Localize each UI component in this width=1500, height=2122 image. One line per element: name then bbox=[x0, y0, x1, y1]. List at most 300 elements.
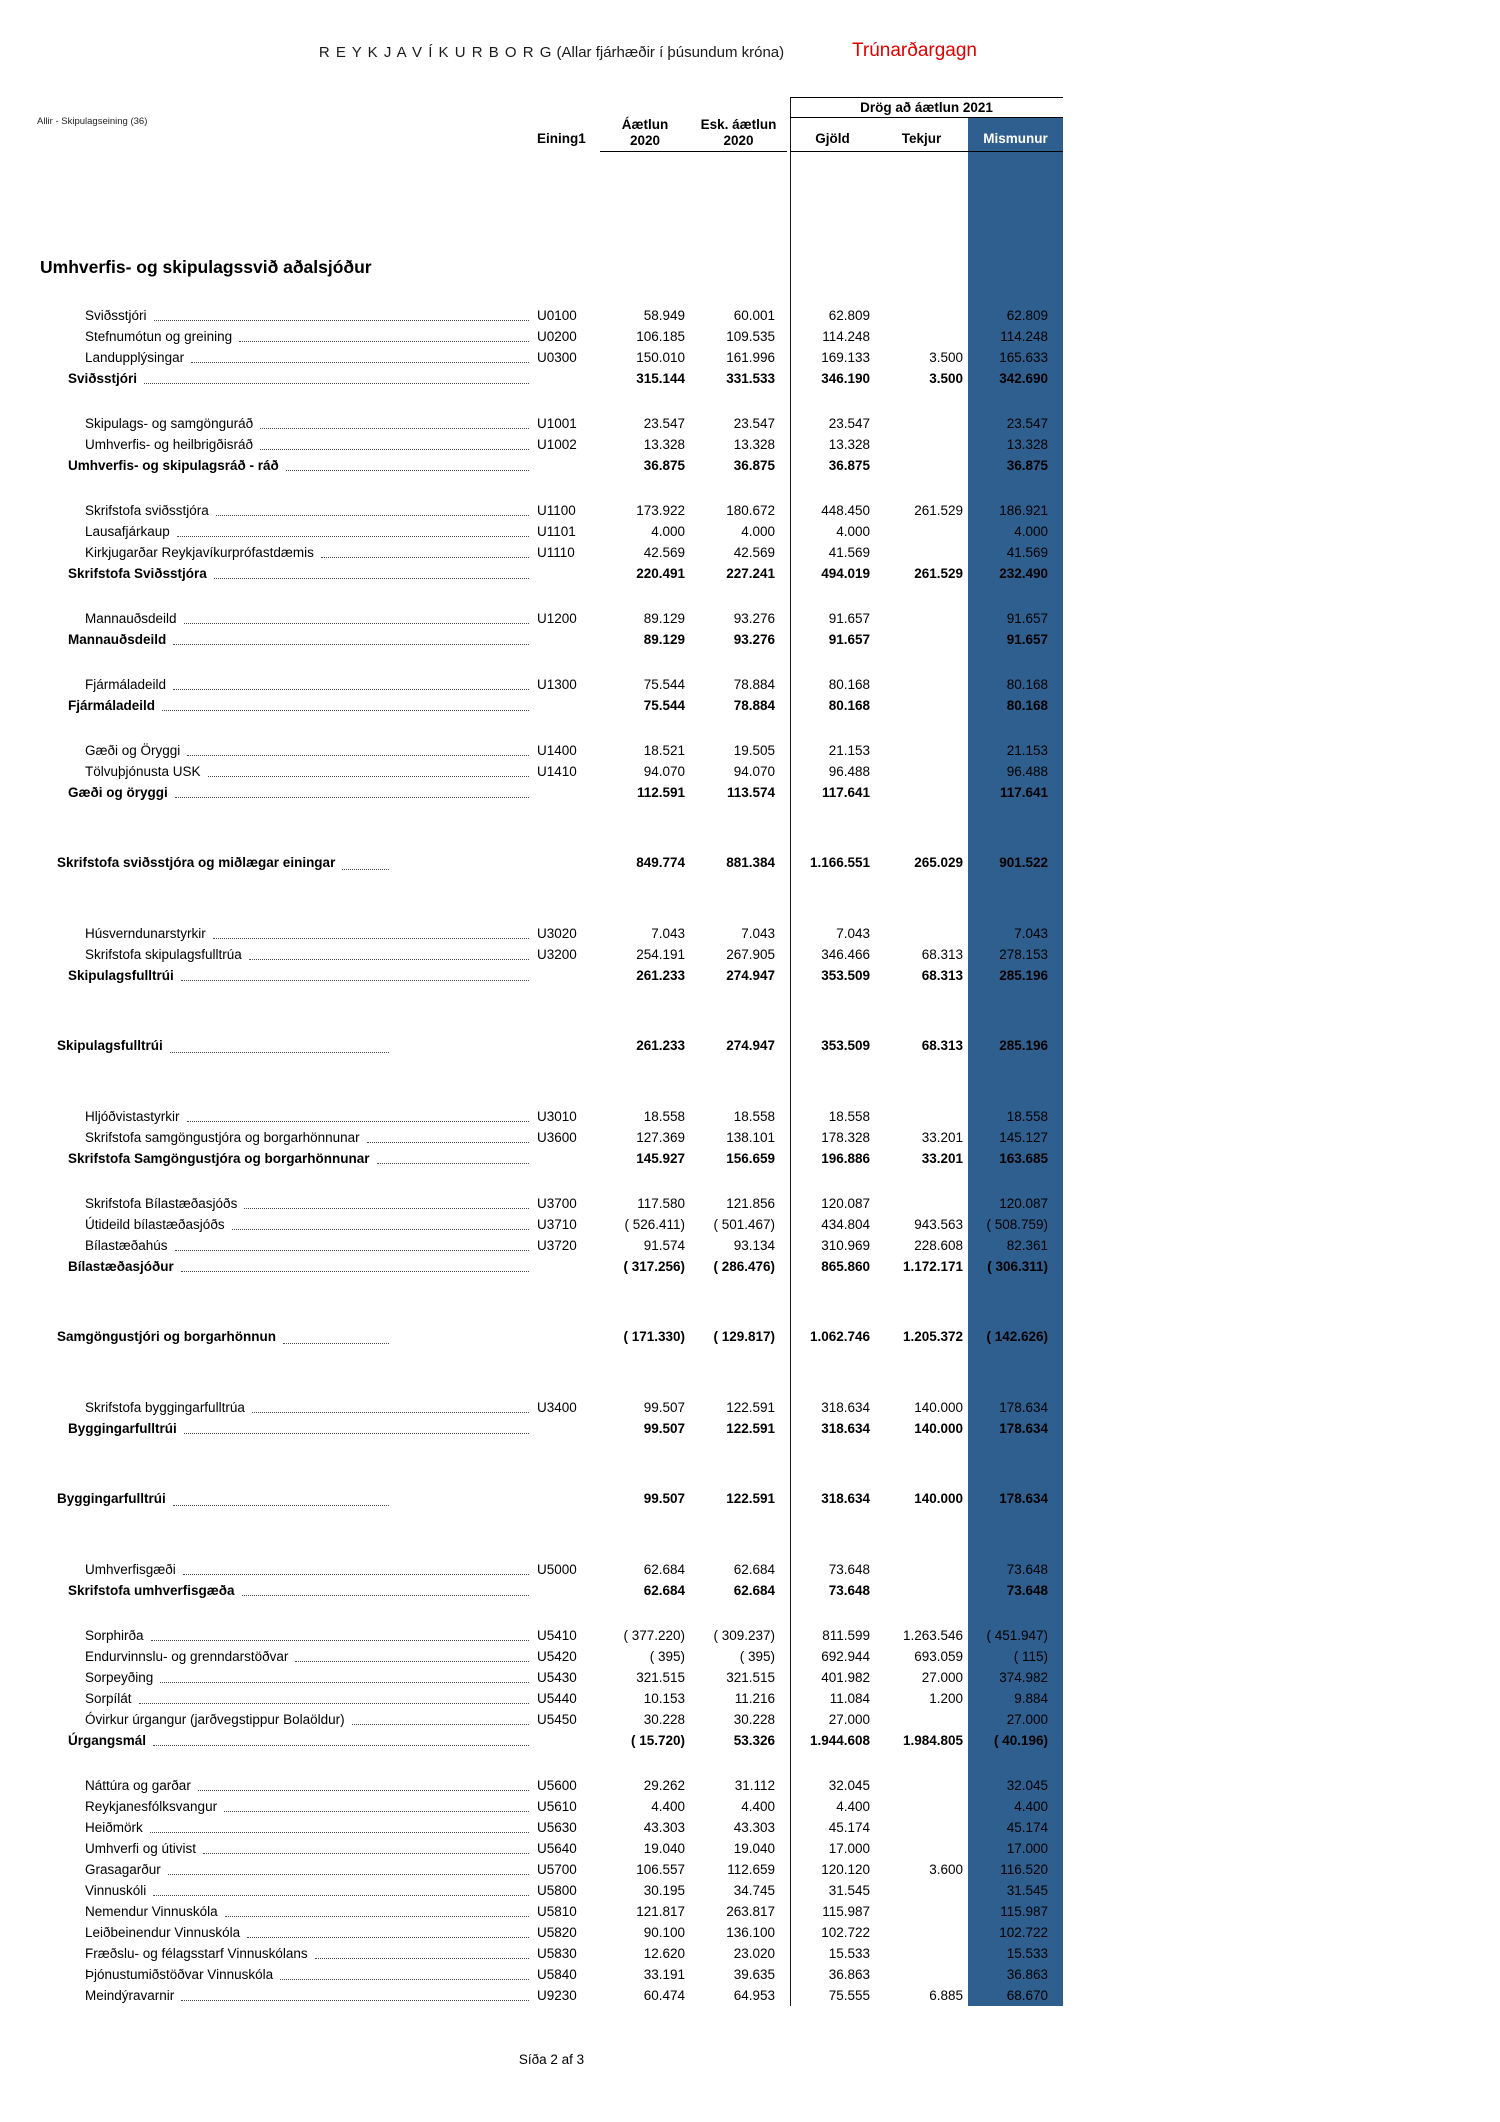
row-code: U3010 bbox=[537, 1109, 577, 1124]
row-code: U5630 bbox=[537, 1820, 577, 1835]
confidential-label: Trúnarðargagn bbox=[852, 40, 977, 61]
table-row bbox=[40, 1214, 1063, 1235]
dotted-leader bbox=[216, 515, 529, 516]
dotted-leader bbox=[198, 1790, 529, 1791]
cell-mismunur: 114.248 bbox=[1000, 329, 1048, 344]
cell-gjold: 7.043 bbox=[836, 926, 870, 941]
row-label-text: Umhverfis- og skipulagsráð - ráð bbox=[68, 458, 279, 473]
cell-tekjur: 1.172.171 bbox=[902, 1259, 963, 1274]
cell-aaetlun: 60.474 bbox=[643, 1988, 685, 2003]
row-label-text: Skrifstofa skipulagsfulltrúa bbox=[85, 947, 242, 962]
row-label bbox=[40, 1106, 535, 1127]
cell-gjold: 115.987 bbox=[822, 1904, 870, 1919]
row-label-text: Sorpeyðing bbox=[85, 1670, 154, 1685]
row-code bbox=[535, 1256, 600, 1277]
cell-esk: 23.020 bbox=[733, 1946, 775, 1961]
row-code: U5610 bbox=[537, 1799, 577, 1814]
cell-tekjur bbox=[875, 1922, 968, 1943]
row-code: U5430 bbox=[537, 1670, 577, 1685]
cell-mismunur: ( 508.759) bbox=[986, 1217, 1048, 1232]
cell-esk: 62.684 bbox=[733, 1562, 775, 1577]
row-label-text: Umhverfi og útivist bbox=[85, 1841, 197, 1856]
cell-aaetlun: 4.400 bbox=[651, 1799, 685, 1814]
dotted-leader bbox=[247, 1937, 529, 1938]
cell-esk: 122.591 bbox=[726, 1400, 775, 1415]
row-code: U1100 bbox=[537, 503, 576, 518]
cell-tekjur bbox=[875, 782, 968, 803]
cell-aaetlun: 220.491 bbox=[636, 566, 685, 581]
cell-esk: ( 286.476) bbox=[713, 1259, 775, 1274]
cell-tekjur: 33.201 bbox=[921, 1151, 963, 1166]
cell-mismunur: ( 142.626) bbox=[986, 1329, 1048, 1344]
dotted-leader bbox=[181, 2000, 529, 2001]
row-code: U5820 bbox=[537, 1925, 577, 1940]
table-row bbox=[40, 1817, 1063, 1838]
cell-tekjur: 1.984.805 bbox=[902, 1733, 963, 1748]
table-row bbox=[40, 1646, 1063, 1667]
row-label-text: Skipulagsfulltrúi bbox=[68, 968, 174, 983]
cell-mismunur: 91.657 bbox=[1006, 611, 1048, 626]
cell-esk: 60.001 bbox=[733, 308, 775, 323]
row-code: U1200 bbox=[537, 611, 577, 626]
dotted-leader bbox=[286, 470, 529, 471]
row-label bbox=[40, 1688, 535, 1709]
table-row bbox=[40, 1922, 1063, 1943]
cell-mismunur: 80.168 bbox=[1006, 677, 1048, 692]
budget-table bbox=[40, 95, 1063, 2006]
row-label bbox=[40, 782, 535, 803]
cell-tekjur: 6.885 bbox=[929, 1988, 963, 2003]
row-gap bbox=[40, 1601, 1063, 1625]
row-label bbox=[40, 1859, 535, 1880]
cell-mismunur: 7.043 bbox=[1014, 926, 1048, 941]
cell-gjold: 310.969 bbox=[821, 1238, 870, 1253]
cell-mismunur: 342.690 bbox=[999, 371, 1048, 386]
row-label-text: Endurvinnslu- og grenndarstöðvar bbox=[85, 1649, 289, 1664]
row-label-text: Útideild bílastæðasjóðs bbox=[85, 1217, 225, 1232]
row-code bbox=[535, 1148, 600, 1169]
cell-gjold: 13.328 bbox=[828, 437, 870, 452]
cell-aaetlun: 261.233 bbox=[636, 968, 685, 983]
row-label bbox=[40, 1148, 535, 1169]
row-code: U1002 bbox=[537, 437, 577, 452]
dotted-leader bbox=[173, 644, 529, 645]
cell-aaetlun: 30.228 bbox=[643, 1712, 685, 1727]
cell-esk: 64.953 bbox=[733, 1988, 775, 2003]
cell-aaetlun: 58.949 bbox=[643, 308, 685, 323]
cell-aaetlun: 62.684 bbox=[643, 1562, 685, 1577]
cell-esk: 31.112 bbox=[734, 1778, 775, 1793]
cell-mismunur: ( 40.196) bbox=[993, 1733, 1048, 1748]
cell-tekjur: 261.529 bbox=[914, 503, 963, 518]
cell-esk: 53.326 bbox=[733, 1733, 775, 1748]
cell-mismunur: 41.569 bbox=[1006, 545, 1048, 560]
cell-mismunur: 36.863 bbox=[1006, 1967, 1048, 1982]
table-row bbox=[40, 1985, 1063, 2006]
cell-tekjur: 27.000 bbox=[921, 1670, 963, 1685]
row-label-text: Byggingarfulltrúi bbox=[57, 1491, 166, 1506]
row-label-text: Sviðsstjóri bbox=[85, 308, 147, 323]
row-label-text: Heiðmörk bbox=[85, 1820, 143, 1835]
row-label bbox=[40, 1325, 535, 1349]
row-code bbox=[535, 629, 600, 650]
cell-tekjur bbox=[875, 674, 968, 695]
row-label bbox=[40, 1646, 535, 1667]
dotted-leader bbox=[187, 755, 529, 756]
table-row bbox=[40, 1730, 1063, 1751]
row-code: U0100 bbox=[537, 308, 577, 323]
cell-esk: 18.558 bbox=[733, 1109, 775, 1124]
row-code: U1300 bbox=[537, 677, 577, 692]
cell-mismunur: 163.685 bbox=[999, 1151, 1048, 1166]
row-label bbox=[40, 1817, 535, 1838]
cell-mismunur: 901.522 bbox=[999, 855, 1048, 870]
row-code: U5000 bbox=[537, 1562, 577, 1577]
cell-gjold: 36.863 bbox=[828, 1967, 870, 1982]
table-row bbox=[40, 608, 1063, 629]
cell-esk: ( 395) bbox=[739, 1649, 775, 1664]
row-label bbox=[40, 434, 535, 455]
cell-esk: 274.947 bbox=[726, 968, 775, 983]
table-row bbox=[40, 695, 1063, 716]
cell-mismunur: 115.987 bbox=[1000, 1904, 1048, 1919]
cell-esk: 156.659 bbox=[726, 1151, 775, 1166]
table-row bbox=[40, 1688, 1063, 1709]
table-rows bbox=[40, 95, 1063, 2006]
cell-tekjur: 1.205.372 bbox=[902, 1329, 963, 1344]
cell-mismunur: 116.520 bbox=[1000, 1862, 1048, 1877]
table-row bbox=[40, 1859, 1063, 1880]
row-label-text: Mannauðsdeild bbox=[68, 632, 167, 647]
row-label-text: Meindýravarnir bbox=[85, 1988, 175, 2003]
row-label-text: Hljóðvistastyrkir bbox=[85, 1109, 180, 1124]
row-label bbox=[40, 965, 535, 986]
table-row bbox=[40, 1487, 1063, 1511]
row-code bbox=[535, 1580, 600, 1601]
currency-note: (Allar fjárhæðir í þúsundum króna) bbox=[556, 44, 785, 61]
header-tekjur: Tekjur bbox=[901, 131, 942, 146]
cell-aaetlun: 106.185 bbox=[636, 329, 685, 344]
cell-aaetlun: ( 526.411) bbox=[624, 1217, 685, 1232]
row-label-text: Skrifstofa Bílastæðasjóðs bbox=[85, 1196, 238, 1211]
header-drog-2021: Drög að áætlun 2021 bbox=[790, 97, 1063, 118]
cell-mismunur: ( 306.311) bbox=[987, 1259, 1048, 1274]
cell-mismunur: 36.875 bbox=[1006, 458, 1048, 473]
cell-tekjur: 140.000 bbox=[914, 1421, 963, 1436]
table-row bbox=[40, 1127, 1063, 1148]
cell-tekjur: 265.029 bbox=[914, 855, 963, 870]
row-label-text: Reykjanesfólksvangur bbox=[85, 1799, 218, 1814]
cell-gjold: 73.648 bbox=[828, 1562, 870, 1577]
cell-mismunur: 178.634 bbox=[999, 1491, 1048, 1506]
cell-mismunur: 21.153 bbox=[1006, 743, 1048, 758]
row-label-text: Kirkjugarðar Reykjavíkurprófastdæmis bbox=[85, 545, 314, 560]
cell-tekjur: 693.059 bbox=[914, 1649, 963, 1664]
row-label bbox=[40, 1214, 535, 1235]
table-row bbox=[40, 368, 1063, 389]
cell-esk: ( 129.817) bbox=[713, 1329, 775, 1344]
row-label bbox=[40, 851, 535, 875]
row-label-text: Samgöngustjóri og borgarhönnun bbox=[57, 1329, 276, 1344]
cell-gjold: 31.545 bbox=[828, 1883, 870, 1898]
cell-tekjur bbox=[875, 761, 968, 782]
row-label-text: Nemendur Vinnuskóla bbox=[85, 1904, 218, 1919]
cell-gjold: 80.168 bbox=[828, 677, 870, 692]
page-number: Síða 2 af 3 bbox=[518, 2052, 585, 2067]
cell-gjold: 448.450 bbox=[821, 503, 870, 518]
cell-gjold: 15.533 bbox=[828, 1946, 870, 1961]
row-label bbox=[40, 413, 535, 434]
row-code: U5810 bbox=[537, 1904, 577, 1919]
row-code: U0300 bbox=[537, 350, 577, 365]
dotted-leader bbox=[224, 1811, 529, 1812]
cell-gjold: 434.804 bbox=[821, 1217, 870, 1232]
row-gap bbox=[40, 476, 1063, 500]
table-row bbox=[40, 563, 1063, 584]
dotted-leader bbox=[162, 710, 529, 711]
cell-aaetlun: 30.195 bbox=[643, 1883, 685, 1898]
cell-esk: 39.635 bbox=[733, 1967, 775, 1982]
row-gap bbox=[40, 1439, 1063, 1487]
cell-gjold: 27.000 bbox=[828, 1712, 870, 1727]
cell-mismunur: 178.634 bbox=[999, 1421, 1048, 1436]
cell-aaetlun: 7.043 bbox=[651, 926, 685, 941]
row-code bbox=[535, 695, 600, 716]
cell-mismunur: 13.328 bbox=[1006, 437, 1048, 452]
row-label bbox=[40, 1487, 535, 1511]
cell-tekjur bbox=[875, 740, 968, 761]
table-row bbox=[40, 1559, 1063, 1580]
cell-gjold: 4.000 bbox=[836, 524, 870, 539]
row-label-text: Bílastæðasjóður bbox=[68, 1259, 174, 1274]
cell-mismunur: 96.488 bbox=[1006, 764, 1048, 779]
cell-esk: 321.515 bbox=[726, 1670, 775, 1685]
row-code bbox=[535, 1325, 600, 1349]
row-label-text: Sorpílát bbox=[85, 1691, 132, 1706]
cell-tekjur bbox=[875, 1709, 968, 1730]
cell-tekjur bbox=[875, 1106, 968, 1127]
table-row bbox=[40, 305, 1063, 326]
row-label-text: Skrifstofa Sviðsstjóra bbox=[68, 566, 207, 581]
cell-gjold: 117.641 bbox=[821, 785, 870, 800]
dotted-leader bbox=[150, 1832, 529, 1833]
dotted-leader bbox=[173, 1505, 389, 1506]
row-label-text: Vinnuskóli bbox=[85, 1883, 147, 1898]
row-gap bbox=[40, 875, 1063, 923]
table-row bbox=[40, 1397, 1063, 1418]
dotted-leader bbox=[173, 689, 529, 690]
row-label-text: Byggingarfulltrúi bbox=[68, 1421, 177, 1436]
table-row bbox=[40, 740, 1063, 761]
cell-tekjur bbox=[875, 1964, 968, 1985]
cell-tekjur bbox=[875, 1838, 968, 1859]
cell-tekjur bbox=[875, 521, 968, 542]
cell-esk: ( 501.467) bbox=[713, 1217, 775, 1232]
cell-mismunur: 285.196 bbox=[999, 1038, 1048, 1053]
row-code bbox=[535, 368, 600, 389]
row-label bbox=[40, 1235, 535, 1256]
cell-aaetlun: ( 171.330) bbox=[623, 1329, 685, 1344]
dotted-leader bbox=[151, 1640, 529, 1641]
header-aaetlun-line2: 2020 bbox=[629, 133, 661, 148]
row-label bbox=[40, 1985, 535, 2006]
table-row bbox=[40, 1880, 1063, 1901]
cell-aaetlun: 91.574 bbox=[643, 1238, 685, 1253]
cell-aaetlun: 315.144 bbox=[636, 371, 685, 386]
cell-mismunur: 186.921 bbox=[999, 503, 1048, 518]
cell-tekjur bbox=[875, 923, 968, 944]
cell-mismunur: ( 451.947) bbox=[986, 1628, 1048, 1643]
row-gap bbox=[40, 803, 1063, 851]
cell-aaetlun: 121.817 bbox=[636, 1904, 685, 1919]
cell-gjold: 18.558 bbox=[828, 1109, 870, 1124]
cell-aaetlun: 99.507 bbox=[643, 1400, 685, 1415]
table-row bbox=[40, 629, 1063, 650]
cell-esk: 19.505 bbox=[733, 743, 775, 758]
row-label-text: Náttúra og garðar bbox=[85, 1778, 191, 1793]
row-label bbox=[40, 740, 535, 761]
cell-tekjur bbox=[875, 1943, 968, 1964]
row-label bbox=[40, 1730, 535, 1751]
cell-tekjur bbox=[875, 434, 968, 455]
dotted-leader bbox=[175, 1250, 529, 1251]
cell-tekjur bbox=[875, 455, 968, 476]
row-code: U0200 bbox=[537, 329, 577, 344]
cell-mismunur: 15.533 bbox=[1006, 1946, 1048, 1961]
cell-esk: 43.303 bbox=[733, 1820, 775, 1835]
row-label bbox=[40, 1127, 535, 1148]
cell-esk: 13.328 bbox=[733, 437, 775, 452]
row-code: U5410 bbox=[537, 1628, 577, 1643]
cell-aaetlun: 18.558 bbox=[643, 1109, 685, 1124]
row-label-text: Lausafjárkaup bbox=[85, 524, 170, 539]
row-label bbox=[40, 1625, 535, 1646]
cell-tekjur bbox=[875, 608, 968, 629]
cell-gjold: 196.886 bbox=[821, 1151, 870, 1166]
row-code bbox=[535, 851, 600, 875]
row-code: U5440 bbox=[537, 1691, 577, 1706]
row-label-text: Leiðbeinendur Vinnuskóla bbox=[85, 1925, 241, 1940]
cell-aaetlun: 62.684 bbox=[643, 1583, 685, 1598]
row-gap bbox=[40, 1169, 1063, 1193]
row-label bbox=[40, 608, 535, 629]
row-label-text: Óvirkur úrgangur (jarðvegstippur Bolaöldur) bbox=[85, 1712, 345, 1727]
row-code: U1410 bbox=[537, 764, 577, 779]
dotted-leader bbox=[367, 1142, 529, 1143]
cell-aaetlun: 33.191 bbox=[643, 1967, 685, 1982]
row-label-text: Bílastæðahús bbox=[85, 1238, 168, 1253]
cell-esk: ( 309.237) bbox=[713, 1628, 775, 1643]
table-row bbox=[40, 1193, 1063, 1214]
table-row bbox=[40, 347, 1063, 368]
row-label bbox=[40, 305, 535, 326]
cell-aaetlun: 173.922 bbox=[636, 503, 685, 518]
row-label-text: Skrifstofa sviðsstjóra og miðlægar einingar bbox=[57, 855, 336, 870]
dotted-leader bbox=[170, 1052, 389, 1053]
row-code: U3200 bbox=[537, 947, 577, 962]
cell-tekjur bbox=[875, 1193, 968, 1214]
row-label bbox=[40, 500, 535, 521]
dotted-leader bbox=[252, 1412, 529, 1413]
row-code: U5450 bbox=[537, 1712, 577, 1727]
row-gap bbox=[40, 716, 1063, 740]
dotted-leader bbox=[244, 1208, 529, 1209]
table-row bbox=[40, 1667, 1063, 1688]
cell-esk: 180.672 bbox=[726, 503, 775, 518]
cell-gjold: 494.019 bbox=[821, 566, 870, 581]
table-row bbox=[40, 1796, 1063, 1817]
dotted-leader bbox=[144, 383, 529, 384]
table-row bbox=[40, 521, 1063, 542]
cell-mismunur: 45.174 bbox=[1006, 1820, 1048, 1835]
cell-aaetlun: 89.129 bbox=[643, 632, 685, 647]
cell-aaetlun: 117.580 bbox=[637, 1196, 685, 1211]
row-gap bbox=[40, 1277, 1063, 1325]
row-code: U3710 bbox=[537, 1217, 577, 1232]
cell-esk: 30.228 bbox=[733, 1712, 775, 1727]
table-row bbox=[40, 1838, 1063, 1859]
cell-mismunur: 120.087 bbox=[999, 1196, 1048, 1211]
row-code bbox=[535, 1730, 600, 1751]
cell-mismunur: 27.000 bbox=[1006, 1712, 1048, 1727]
cell-esk: 227.241 bbox=[726, 566, 775, 581]
cell-mismunur: 4.400 bbox=[1014, 1799, 1048, 1814]
cell-gjold: 23.547 bbox=[828, 416, 870, 431]
cell-aaetlun: ( 317.256) bbox=[623, 1259, 685, 1274]
row-label bbox=[40, 1034, 535, 1058]
cell-mismunur: 18.558 bbox=[1006, 1109, 1048, 1124]
dotted-leader bbox=[184, 1433, 529, 1434]
dotted-leader bbox=[181, 980, 529, 981]
table-row bbox=[40, 674, 1063, 695]
row-label-text: Skipulagsfulltrúi bbox=[57, 1038, 163, 1053]
cell-tekjur bbox=[875, 1580, 968, 1601]
cell-esk: 34.745 bbox=[733, 1883, 775, 1898]
row-gap bbox=[40, 650, 1063, 674]
dotted-leader bbox=[203, 1853, 529, 1854]
table-row bbox=[40, 761, 1063, 782]
cell-aaetlun: 18.521 bbox=[643, 743, 685, 758]
cell-esk: 93.276 bbox=[733, 611, 775, 626]
row-gap bbox=[40, 1511, 1063, 1559]
cell-esk: 263.817 bbox=[726, 1904, 775, 1919]
row-code bbox=[535, 455, 600, 476]
table-row bbox=[40, 944, 1063, 965]
row-label bbox=[40, 1580, 535, 1601]
cell-esk: 93.276 bbox=[733, 632, 775, 647]
cell-gjold: 178.328 bbox=[821, 1130, 870, 1145]
row-label-text: Sorphirða bbox=[85, 1628, 144, 1643]
row-label bbox=[40, 326, 535, 347]
row-label bbox=[40, 542, 535, 563]
cell-gjold: 17.000 bbox=[828, 1841, 870, 1856]
cell-aaetlun: 112.591 bbox=[636, 785, 685, 800]
cell-gjold: 45.174 bbox=[828, 1820, 870, 1835]
cell-mismunur: 278.153 bbox=[999, 947, 1048, 962]
cell-esk: 138.101 bbox=[726, 1130, 775, 1145]
cell-tekjur: 1.263.546 bbox=[902, 1628, 963, 1643]
row-code bbox=[535, 1034, 600, 1058]
row-label-text: Stefnumótun og greining bbox=[85, 329, 233, 344]
dotted-leader bbox=[377, 1163, 529, 1164]
table-row bbox=[40, 500, 1063, 521]
header-eining: Eining1 bbox=[537, 131, 586, 146]
row-code: U5700 bbox=[537, 1862, 577, 1877]
table-row bbox=[40, 965, 1063, 986]
cell-gjold: 1.166.551 bbox=[809, 855, 870, 870]
cell-mismunur: 9.884 bbox=[1014, 1691, 1048, 1706]
cell-gjold: 91.657 bbox=[828, 632, 870, 647]
